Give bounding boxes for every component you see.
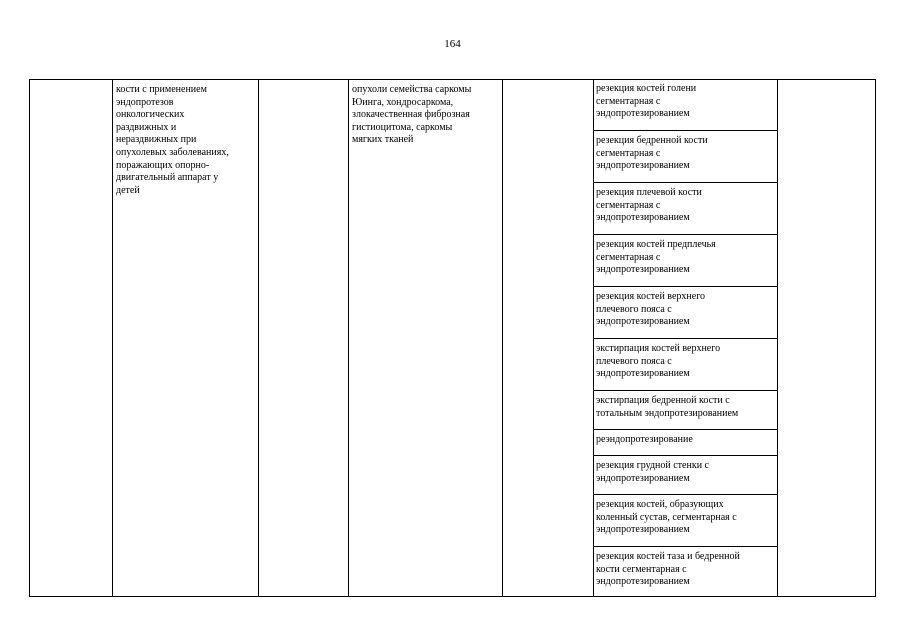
procedure-text: реэндопротезирование bbox=[596, 434, 693, 445]
procedure-text: экстирпация бедренной кости с тотальным эндопротезированием bbox=[596, 395, 739, 419]
column-divider bbox=[777, 79, 778, 597]
diagnosis-cell: опухоли семейства саркомы Юинга, хондросаркома, злокачественная фиброзная гистиоцитома, саркомы мягких тканей bbox=[352, 84, 472, 146]
column-divider bbox=[258, 79, 259, 597]
procedure-cell bbox=[593, 339, 777, 391]
procedures-column bbox=[593, 79, 777, 597]
procedure-cell bbox=[593, 79, 777, 131]
procedure-text: резекция костей верхнего плечевого пояса с эндопротезированием bbox=[596, 291, 706, 328]
procedure-text: экстирпация костей верхнего плечевого пояса с эндопротезированием bbox=[596, 343, 721, 380]
procedure-text: резекция плечевой кости сегментарная с эндопротезированием bbox=[596, 187, 702, 224]
procedure-cell bbox=[593, 131, 777, 183]
procedure-cell bbox=[593, 391, 777, 430]
procedure-text: резекция костей, образующих коленный сустав, сегментарная с эндопротезированием bbox=[596, 499, 737, 536]
column-divider bbox=[502, 79, 503, 597]
procedure-text: резекция костей предплечья сегментарная с эндопротезированием bbox=[596, 239, 716, 276]
procedure-text: резекция костей голени сегментарная с эндопротезированием bbox=[596, 83, 697, 120]
page-number: 164 bbox=[444, 38, 461, 50]
procedure-cell bbox=[593, 456, 777, 495]
procedure-cell bbox=[593, 287, 777, 339]
procedure-text: резекция бедренной кости сегментарная с эндопротезированием bbox=[596, 135, 708, 172]
procedure-text: резекция грудной стенки с эндопротезированием bbox=[596, 460, 709, 484]
procedure-cell bbox=[593, 495, 777, 547]
procedure-cell bbox=[593, 547, 777, 597]
procedure-cell bbox=[593, 430, 777, 456]
column-divider bbox=[348, 79, 349, 597]
procedure-text: резекция костей таза и бедренной кости сегментарная с эндопротезированием bbox=[596, 551, 740, 588]
treatment-description-cell: кости с применением эндопротезов онкологических раздвижных и нераздвижных при опухолевых заболеваниях, поражающих опорно- двигательный аппарат у детей bbox=[116, 84, 229, 196]
procedure-cell bbox=[593, 235, 777, 287]
column-divider bbox=[112, 79, 113, 597]
procedure-cell bbox=[593, 183, 777, 235]
